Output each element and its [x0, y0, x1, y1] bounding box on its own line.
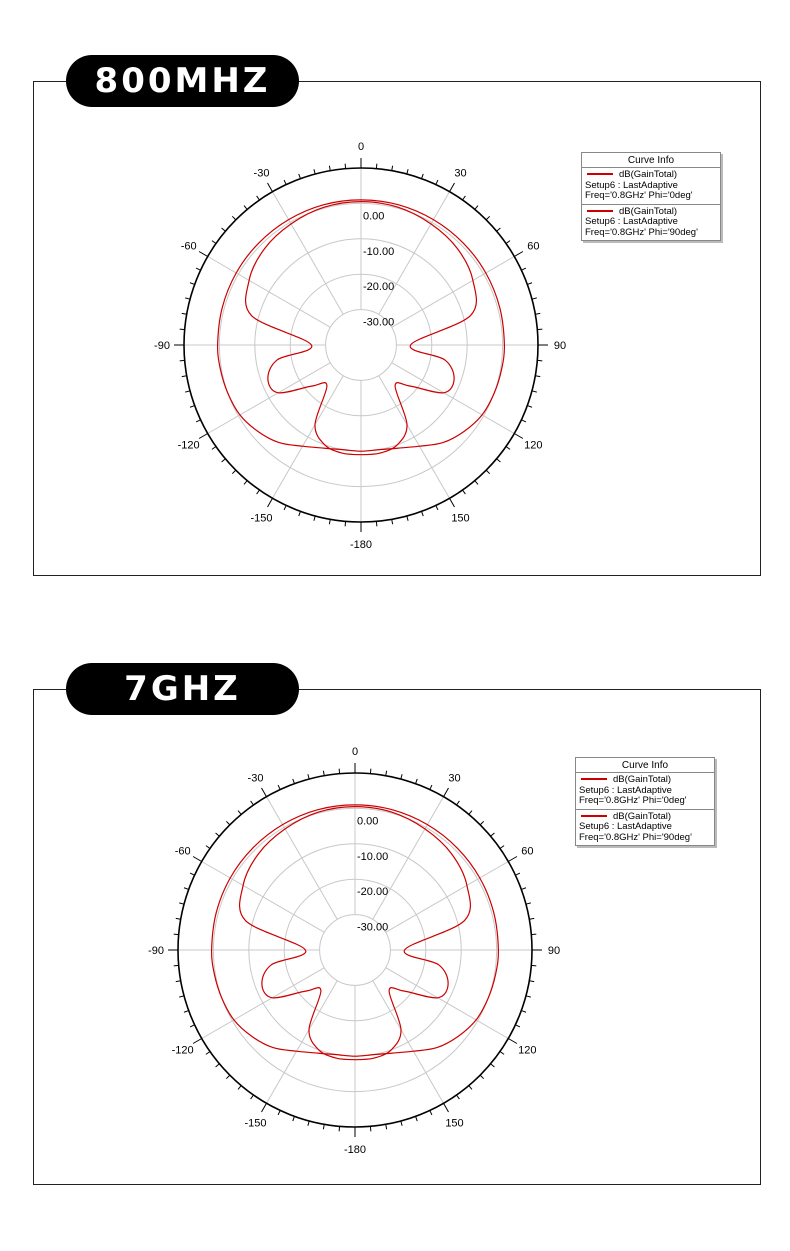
angle-tick: [216, 833, 220, 836]
angle-tick: [430, 785, 432, 790]
angle-tick-label: -150: [244, 1117, 267, 1130]
grid-spoke: [202, 862, 325, 933]
angle-tick: [401, 774, 402, 779]
legend-title: Curve Info: [576, 758, 714, 773]
legend-swatch: [581, 778, 607, 780]
angle-tick-label: -180: [349, 539, 373, 551]
legend-entry-setup: Setup6 : LastAdaptive: [579, 821, 672, 832]
angle-tick: [480, 1075, 484, 1079]
angle-tick: [521, 1011, 526, 1013]
angle-tick-label: 120: [524, 439, 543, 452]
angle-tick: [238, 811, 241, 815]
radial-tick-label: -30.00: [357, 921, 389, 934]
legend-entry-freq: Freq='0.8GHz' Phi='90deg': [579, 831, 692, 843]
angle-tick: [521, 888, 526, 890]
angle-tick: [401, 1121, 402, 1126]
angle-tick: [323, 771, 324, 776]
angle-tick: [262, 788, 267, 797]
angle-tick: [176, 918, 181, 919]
angle-tick-label: -30: [247, 772, 264, 785]
angle-tick: [251, 1095, 254, 1099]
angle-tick-label: -90: [154, 340, 170, 352]
legend-entry-setup: Setup6 : LastAdaptive: [585, 179, 678, 191]
angle-tick-label: 0: [357, 141, 365, 153]
legend-entry: [576, 773, 714, 809]
angle-tick: [216, 1064, 220, 1067]
grid-spoke: [202, 968, 325, 1039]
angle-tick: [176, 981, 181, 982]
radial-tick-label: -10.00: [357, 850, 389, 863]
radial-tick-label: -10.00: [363, 245, 395, 258]
angle-tick-label: 120: [518, 1044, 537, 1057]
angle-tick: [386, 771, 387, 776]
angle-tick: [278, 1110, 280, 1115]
angle-tick-label: 150: [451, 512, 470, 525]
legend-entry-name: dB(GainTotal): [619, 169, 678, 180]
angle-tick: [193, 857, 202, 862]
grid-spoke: [267, 981, 338, 1104]
angle-tick: [526, 996, 531, 997]
legend-title: Curve Info: [582, 153, 720, 168]
angle-tick: [179, 903, 184, 904]
angle-tick: [491, 1064, 495, 1067]
angle-tick: [515, 873, 520, 875]
grid-spoke: [373, 981, 444, 1104]
angle-tick: [386, 1124, 387, 1129]
grid-spoke: [386, 968, 509, 1039]
radial-tick-label: -20.00: [363, 281, 395, 294]
angle-tick: [526, 903, 531, 904]
angle-tick-label: -180: [343, 1144, 367, 1156]
angle-tick-label: 0: [351, 746, 359, 758]
angle-tick: [430, 1110, 432, 1115]
angle-tick-label: -30: [253, 167, 270, 180]
angle-tick: [238, 1086, 241, 1090]
angle-tick: [515, 1025, 520, 1027]
angle-tick: [226, 1075, 230, 1079]
angle-tick: [529, 981, 534, 982]
angle-tick: [444, 1103, 449, 1112]
angle-tick: [308, 774, 309, 779]
legend-entry-setup: Setup6 : LastAdaptive: [585, 216, 678, 227]
angle-tick-label: 90: [547, 945, 561, 957]
angle-tick-label: 90: [553, 340, 567, 352]
angle-tick-label: 30: [454, 167, 467, 180]
radial-tick-label: 0.00: [357, 815, 379, 828]
angle-tick: [308, 1121, 309, 1126]
angle-tick: [293, 1116, 295, 1121]
radial-tick-label: -20.00: [357, 886, 389, 899]
angle-tick-label: -120: [177, 439, 200, 452]
legend-entry-freq: Freq='0.8GHz' Phi='90deg': [585, 226, 698, 238]
angle-tick: [251, 801, 254, 805]
angle-tick: [457, 1095, 460, 1099]
legend-entry: [576, 809, 714, 846]
angle-tick: [469, 1086, 472, 1090]
angle-tick: [508, 1039, 517, 1044]
angle-tick: [206, 846, 210, 849]
angle-tick: [293, 779, 295, 784]
angle-tick: [508, 857, 517, 862]
angle-tick-label: -120: [171, 1044, 194, 1057]
angle-tick: [190, 873, 195, 875]
angle-tick: [444, 788, 449, 797]
grid-spoke: [386, 862, 509, 933]
angle-tick-label: 60: [527, 240, 540, 253]
legend-entry-name: dB(GainTotal): [619, 205, 678, 217]
angle-tick: [278, 785, 280, 790]
angle-tick: [184, 888, 189, 890]
angle-tick-label: 30: [448, 772, 461, 785]
legend-entry-name: dB(GainTotal): [613, 810, 672, 822]
angle-tick: [529, 918, 534, 919]
radial-tick-label: 0.00: [363, 210, 385, 223]
legend-entry-setup: Setup6 : LastAdaptive: [579, 784, 672, 796]
angle-tick: [500, 1052, 504, 1055]
angle-tick-label: -90: [148, 945, 164, 957]
radial-tick-label: -30.00: [363, 316, 395, 329]
angle-tick: [491, 833, 495, 836]
angle-tick: [206, 1052, 210, 1055]
angle-tick: [500, 846, 504, 849]
angle-tick-label: 60: [521, 845, 534, 858]
angle-tick: [323, 1124, 324, 1129]
curve-info-legend: [575, 757, 715, 846]
angle-tick: [416, 779, 418, 784]
angle-tick: [226, 821, 230, 825]
angle-tick: [184, 1011, 189, 1013]
legend-swatch: [581, 815, 607, 817]
angle-tick-label: -150: [250, 512, 273, 525]
angle-tick: [193, 1039, 202, 1044]
panel-heading-800mhz: 800MHZ: [66, 55, 299, 107]
panel-heading-7ghz: 7GHZ: [66, 663, 299, 715]
angle-tick: [179, 996, 184, 997]
legend-entry-freq: Freq='0.8GHz' Phi='0deg': [585, 190, 693, 201]
angle-tick: [262, 1103, 267, 1112]
angle-tick: [469, 811, 472, 815]
angle-tick: [416, 1116, 418, 1121]
angle-tick-label: -60: [180, 240, 197, 253]
legend-entry-freq: Freq='0.8GHz' Phi='0deg': [579, 795, 687, 806]
angle-tick-label: -60: [174, 845, 191, 858]
angle-tick: [190, 1025, 195, 1027]
angle-tick: [457, 801, 460, 805]
angle-tick: [480, 821, 484, 825]
legend-entry-name: dB(GainTotal): [613, 774, 672, 785]
angle-tick-label: 150: [445, 1117, 464, 1130]
